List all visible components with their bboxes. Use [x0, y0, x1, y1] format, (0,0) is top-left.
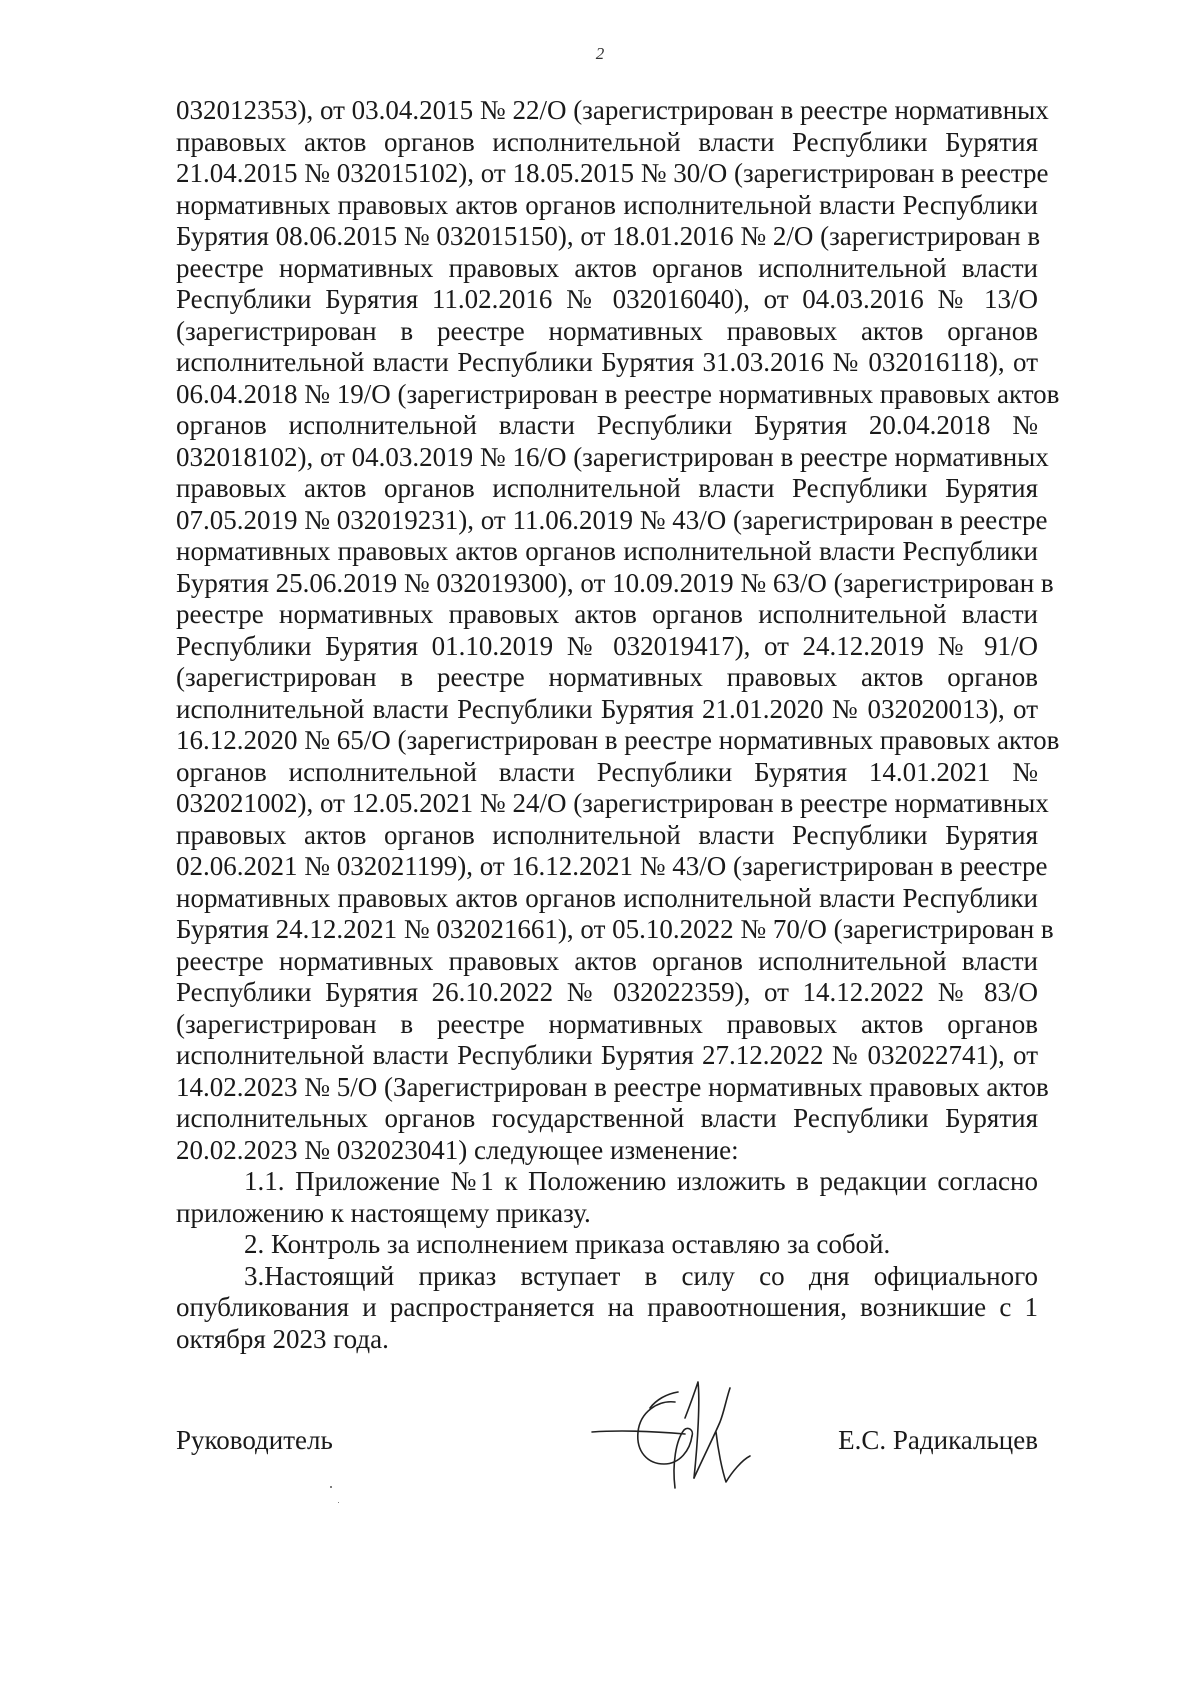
clause-2: 2. Контроль за исполнением приказа оставляю за собой. [244, 1229, 891, 1259]
position-title: Руководитель [176, 1425, 333, 1455]
preamble-line: исполнительной власти Республики Бурятия 27.12.2022 № 032022741), от [176, 1040, 1038, 1070]
preamble-line: исполнительной власти Республики Бурятия 21.01.2020 № 032020013), от [176, 693, 1038, 724]
preamble-line: Республики Бурятия 11.02.2016 № 032016040), от 04.03.2016 № 13/О [176, 284, 1038, 314]
preamble-line: (зарегистрирован в реестре нормативных правовых актов органов [176, 662, 1038, 692]
preamble-line: (зарегистрирован в реестре нормативных правовых актов органов [176, 315, 1038, 346]
preamble-line: 14.02.2023 № 5/О (Зарегистрирован в реестре нормативных правовых актов [176, 1071, 1049, 1102]
preamble-line: органов исполнительной власти Республики Бурятия 20.04.2018 № [176, 410, 1038, 440]
preamble-line: исполнительных органов государственной власти Республики Бурятия [176, 1103, 1038, 1133]
scan-speck [338, 1502, 339, 1503]
handwritten-signature [580, 1360, 780, 1510]
preamble-line: 06.04.2018 № 19/О (зарегистрирован в реестре нормативных правовых актов [176, 378, 1060, 409]
preamble-line: 032012353), от 03.04.2015 № 22/О (зарегистрирован в реестре нормативных [176, 95, 1049, 125]
preamble-line: 16.12.2020 № 65/О (зарегистрирован в реестре нормативных правовых актов [176, 725, 1060, 755]
preamble-line: правовых актов органов исполнительной власти Республики Бурятия [176, 126, 1038, 157]
page-number: 2 [595, 44, 605, 63]
preamble-line: реестре нормативных правовых актов органов исполнительной власти [176, 945, 1038, 976]
preamble-line: (зарегистрирован в реестре нормативных правовых актов органов [176, 1008, 1038, 1039]
preamble-line: Республики Бурятия 26.10.2022 № 032022359), от 14.12.2022 № 83/О [176, 977, 1038, 1007]
preamble-line: Бурятия 08.06.2015 № 032015150), от 18.01.2016 № 2/О (зарегистрирован в [176, 221, 1041, 251]
preamble-line: нормативных правовых актов органов исполнительной власти Республики [176, 882, 1038, 913]
preamble-line: Бурятия 24.12.2021 № 032021661), от 05.10.2022 № 70/О (зарегистрирован в [176, 914, 1054, 944]
amendments-preamble [176, 95, 1060, 1166]
scan-speck [330, 1486, 332, 1488]
preamble-line: 20.02.2023 № 032023041) следующее изменение: [176, 1134, 739, 1165]
clause-3: 3.Настоящий приказ вступает в силу со дня официального опубликования и распространяется на правоотношения, возникшие с 1 октября 2023 года. [176, 1260, 1038, 1354]
preamble-line: правовых актов органов исполнительной власти Республики Бурятия [176, 473, 1038, 503]
document-body [176, 95, 1060, 1355]
preamble-line: 02.06.2021 № 032021199), от 16.12.2021 № 43/О (зарегистрирован в реестре [176, 851, 1048, 881]
preamble-line: органов исполнительной власти Республики Бурятия 14.01.2021 № [176, 756, 1038, 787]
preamble-line: правовых актов органов исполнительной власти Республики Бурятия [176, 819, 1038, 850]
clause-1-1: 1.1. Приложение №1 к Положению изложить в редакции согласно приложению к настоящему приказу. [176, 1166, 1038, 1228]
signer-name: Е.С. Радикальцев [838, 1425, 1038, 1455]
preamble-line: 07.05.2019 № 032019231), от 11.06.2019 № 43/О (зарегистрирован в реестре [176, 504, 1048, 535]
preamble-line: 032021002), от 12.05.2021 № 24/О (зарегистрирован в реестре нормативных [176, 788, 1049, 818]
preamble-line: исполнительной власти Республики Бурятия 31.03.2016 № 032016118), от [176, 347, 1038, 377]
preamble-line: Бурятия 25.06.2019 № 032019300), от 10.09.2019 № 63/О (зарегистрирован в [176, 567, 1054, 598]
preamble-line: нормативных правовых актов органов исполнительной власти Республики [176, 536, 1038, 566]
preamble-line: 21.04.2015 № 032015102), от 18.05.2015 № 30/О (зарегистрирован в реестре [176, 158, 1049, 188]
preamble-line: Республики Бурятия 01.10.2019 № 032019417), от 24.12.2019 № 91/О [176, 630, 1038, 661]
preamble-line: нормативных правовых актов органов исполнительной власти Республики [176, 189, 1038, 220]
preamble-line: 032018102), от 04.03.2019 № 16/О (зарегистрирован в реестре нормативных [176, 441, 1049, 472]
preamble-line: реестре нормативных правовых актов органов исполнительной власти [176, 599, 1038, 629]
preamble-line: реестре нормативных правовых актов органов исполнительной власти [176, 252, 1038, 283]
